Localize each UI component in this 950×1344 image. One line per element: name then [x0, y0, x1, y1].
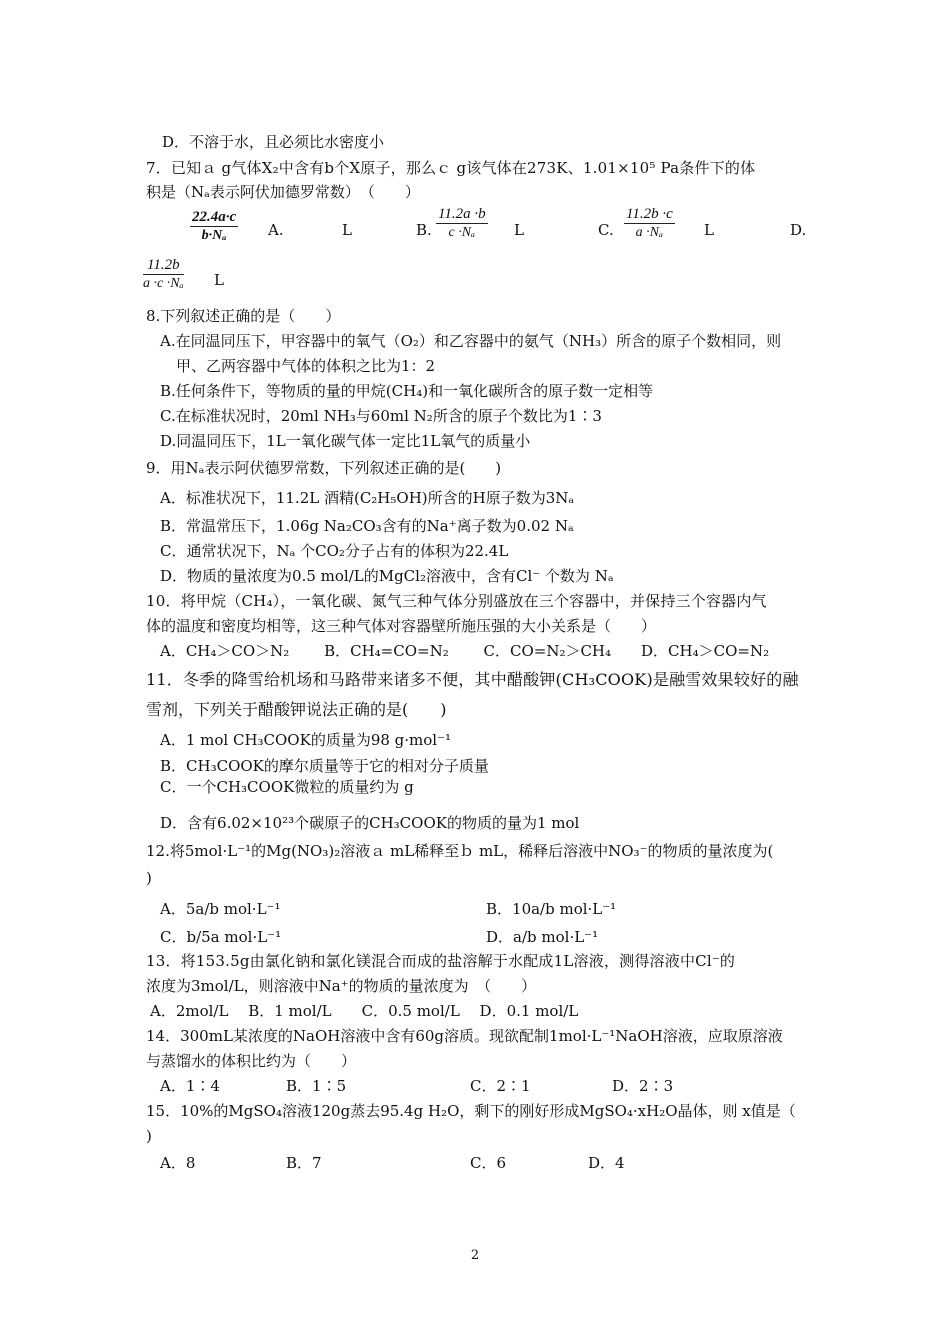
- q11-option-a: A．1 mol CH₃COOK的质量为98 g·mol⁻¹: [160, 731, 452, 749]
- fraction-denominator: a ·c ·Nₐ: [143, 276, 184, 291]
- q7-option-d-unit: L: [214, 271, 224, 289]
- q14-option-c: C．2∶1: [470, 1077, 531, 1095]
- q7-option-b-unit: L: [514, 221, 524, 239]
- q14-stem-line2: 与蒸馏水的体积比约为（ ）: [146, 1052, 357, 1070]
- q15-option-c: C．6: [470, 1154, 507, 1172]
- q8-option-b: B.任何条件下，等物质的量的甲烷(CH₄)和一氧化碳所含的原子数一定相等: [160, 382, 654, 400]
- q7-option-b-label: B.: [416, 221, 432, 239]
- q9-option-c: C．通常状况下，Nₐ 个CO₂分子占有的体积为22.4L: [160, 542, 509, 560]
- q12-option-b: B．10a/b mol·L⁻¹: [486, 900, 617, 918]
- q13-stem-line2: 浓度为3mol/L，则溶液中Na⁺的物质的量浓度为 （ ）: [146, 977, 537, 995]
- q12-stem-line1: 12.将5mol·L⁻¹的Mg(NO₃)₂溶液ａ mL稀释至ｂ mL，稀释后溶液中NO₃⁻的物质的量浓度为(: [146, 842, 774, 860]
- q11-option-d: D．含有6.02×10²³个碳原子的CH₃COOK的物质的量为1 mol: [160, 814, 580, 832]
- q8-stem: 8.下列叙述正确的是（ ）: [146, 307, 341, 325]
- q11-option-b: B．CH₃COOK的摩尔质量等于它的相对分子质量: [160, 757, 489, 775]
- q12-stem-line2: ): [146, 869, 152, 887]
- q11-stem-line1: 11．冬季的降雪给机场和马路带来诸多不便，其中醋酸钾(CH₃COOK)是融雪效果较好的融: [146, 670, 799, 689]
- fraction-denominator: a ·Nₐ: [635, 225, 664, 240]
- q14-stem-line1: 14．300mL某浓度的NaOH溶液中含有60g溶质。现欲配制1mol·L⁻¹NaOH溶液，应取原溶液: [146, 1027, 783, 1045]
- q7-stem-line1: 7．已知ａ g气体X₂中含有b个X原子，那么ｃ g该气体在273K、1.01×10⁵ Pa条件下的体: [146, 159, 756, 177]
- q12-option-d: D．a/b mol·L⁻¹: [486, 928, 599, 946]
- q7-option-c-unit: L: [704, 221, 714, 239]
- q11-stem-line2: 雪剂，下列关于醋酸钾说法正确的是( ): [146, 700, 447, 719]
- q13-stem-line1: 13．将153.5g由氯化钠和氯化镁混合而成的盐溶解于水配成1L溶液，测得溶液中Cl⁻的: [146, 952, 736, 970]
- q9-option-d: D．物质的量浓度为0.5 mol/L的MgCl₂溶液中，含有Cl⁻ 个数为 Nₐ: [160, 567, 614, 585]
- q10-stem-line1: 10．将甲烷（CH₄），一氧化碳、氮气三种气体分别盛放在三个容器中，并保持三个容器内气: [146, 592, 767, 610]
- page-number: 2: [470, 1248, 480, 1263]
- q8-option-a-line2: 甲、乙两容器中气体的体积之比为1：2: [176, 357, 436, 375]
- q7-stem-line2: 积是（Nₐ表示阿伏加德罗常数） （ ）: [146, 183, 420, 201]
- q14-option-b: B．1∶5: [286, 1077, 347, 1095]
- q9-option-a: A．标准状况下，11.2L 酒精(C₂H₅OH)所含的H原子数为3Nₐ: [160, 489, 575, 507]
- q10-options: A．CH₄＞CO＞N₂ B．CH₄=CO=N₂ C．CO=N₂＞CH₄ D．CH₄＞CO=N₂: [160, 642, 770, 660]
- fraction-denominator: c ·Nₐ: [448, 225, 476, 240]
- q15-stem-line2: ): [146, 1127, 152, 1145]
- q13-options: A．2mol/L B．1 mol/L C．0.5 mol/L D．0.1 mol/L: [150, 1002, 579, 1020]
- q12-option-c: C．b/5a mol·L⁻¹: [160, 928, 282, 946]
- fraction-numerator: 11.2b: [143, 256, 184, 275]
- q8-option-a-line1: A.在同温同压下，甲容器中的氧气（O₂）和乙容器中的氨气（NH₃）所含的原子个数相同，则: [160, 332, 782, 350]
- q15-option-a: A．8: [160, 1154, 196, 1172]
- q9-option-b: B．常温常压下，1.06g Na₂CO₃含有的Na⁺离子数为0.02 Nₐ: [160, 517, 574, 535]
- fraction-numerator: 11.2a ·b: [438, 206, 486, 222]
- q14-option-a: A．1∶4: [160, 1077, 220, 1095]
- q7-option-a-label: A.: [268, 221, 284, 239]
- q7-option-c-label: C.: [598, 221, 614, 239]
- q7-option-b-fraction: [436, 205, 488, 242]
- fraction-numerator: 11.2b ·c: [626, 206, 673, 222]
- q7-option-a-fraction: [190, 208, 238, 245]
- q6-option-d: D．不溶于水，且必须比水密度小: [162, 133, 385, 151]
- fraction-numerator: 22.4a·c: [192, 209, 237, 225]
- q14-option-d: D．2∶3: [612, 1077, 674, 1095]
- q7-option-c-fraction: [624, 205, 675, 242]
- fraction-denominator: b·Nₐ: [201, 228, 227, 243]
- q15-option-d: D．4: [588, 1154, 625, 1172]
- q15-stem-line1: 15．10%的MgSO₄溶液120g蒸去95.4g H₂O，剩下的刚好形成MgSO₄·xH₂O晶体，则 x值是（: [146, 1102, 796, 1120]
- q8-option-c: C.在标准状况时，20ml NH₃与60ml N₂所含的原子个数比为1∶3: [160, 407, 602, 425]
- q7-option-a-unit: L: [342, 221, 352, 239]
- q11-option-c: C．一个CH₃COOK微粒的质量约为 g: [160, 778, 414, 796]
- q7-option-d-label: D.: [790, 221, 807, 239]
- q12-option-a: A．5a/b mol·L⁻¹: [160, 900, 281, 918]
- q10-stem-line2: 体的温度和密度均相等，这三种气体对容器壁所施压强的大小关系是（ ）: [146, 617, 657, 635]
- q7-option-d-fraction: [143, 256, 184, 293]
- q8-option-d: D.同温同压下，1L一氧化碳气体一定比1L氧气的质量小: [160, 432, 531, 450]
- q9-stem: 9．用Nₐ表示阿伏德罗常数，下列叙述正确的是( ): [146, 459, 502, 477]
- q15-option-b: B．7: [286, 1154, 322, 1172]
